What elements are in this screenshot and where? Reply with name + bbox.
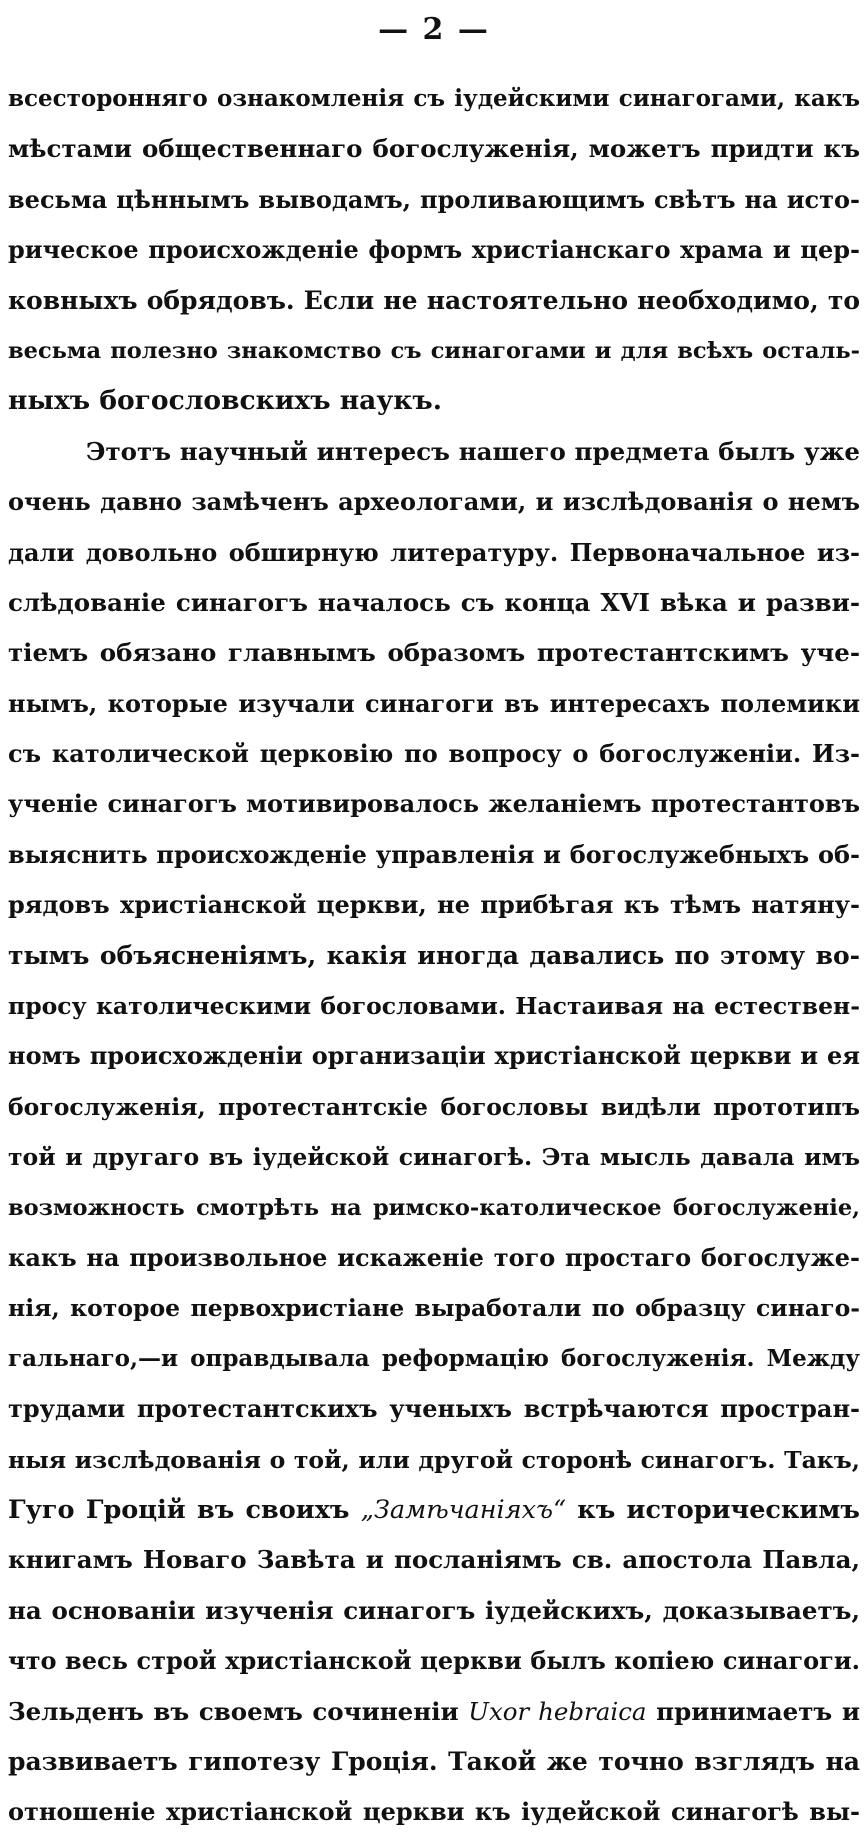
text-line-2: мѣстами общественнаго богослуженія, можетъ придти къ [8,134,860,164]
text-line-9: очень давно замѣченъ археологами, и изслѣдованія о немъ [8,487,860,517]
text-line-33 [8,1687,860,1737]
text-line-25: нія, которое первохристіане выработали по образцу синаго- [8,1294,860,1323]
text-line-34: развиваетъ гипотезу Гроція. Такой же точно взглядъ на [8,1746,860,1776]
text-line-24: какъ на произвольное искаженіе того простаго богослуже- [8,1242,860,1272]
text-line-1: всесторонняго ознакомленія съ іудейскими синагогами, какъ [8,85,860,112]
text-line-15: ученіе синагогъ мотивировалось желаніемъ протестантовъ [8,789,860,819]
text-line-8: Этотъ научный интересъ нашего предмета былъ уже [86,436,860,466]
text-line-10: дали довольно обширную литературу. Первоначальное из- [8,537,860,567]
text-line-7: ныхъ богословскихъ наукъ. [8,385,442,417]
text-line-18: тымъ объясненіямъ, какія иногда давались по этому во- [8,940,860,970]
italic-title: Uxor hebraica [468,1696,647,1726]
text-line-4: рическое происхожденіе формъ христіанскаго храма и цер- [8,235,860,265]
text-line-23: возможность смотрѣть на римско-католическое богослуженіе, [8,1194,860,1221]
text-line-31: на основаніи изученія синагогъ іудейскихъ, доказываетъ, [8,1595,860,1625]
text-segment: Гуго Гроцій въ своихъ [8,1494,350,1525]
text-line-11: слѣдованіе синагогъ началось съ конца XVI вѣка и разви- [8,587,860,617]
text-line-6: весьма полезно знакомство съ синагогами и для всѣхъ осталь- [8,337,860,364]
text-line-26: гальнаго,—и оправдывала реформацію богослуженія. Между [8,1344,860,1372]
text-line-12: тіемъ обязано главнымъ образомъ протестантскимъ уче- [8,638,860,668]
text-line-27: трудами протестантскихъ ученыхъ встрѣчаются простран- [8,1394,860,1424]
italic-title: „Замѣчаніяхъ“ [360,1494,567,1525]
text-line-22: той и другаго въ іудейской синагогѣ. Эта мысль давала имъ [8,1143,860,1172]
text-line-20: номъ происхожденіи организаціи христіанской церкви и ея [8,1041,860,1071]
text-line-14: съ католической церковію по вопросу о богослуженіи. Из- [8,739,860,769]
text-line-5: ковныхъ обрядовъ. Если не настоятельно необходимо, то [8,285,860,315]
text-line-13: нымъ, которые изучали синагоги въ интересахъ полемики [8,688,860,718]
text-line-17: рядовъ христіанской церкви, не прибѣгая къ тѣмъ натяну- [8,890,860,920]
text-line-30: книгамъ Новаго Завѣта и посланіямъ св. апостола Павла, [8,1545,860,1575]
text-line-35: отношеніе христіанской церкви къ іудейской синагогѣ вы- [8,1797,860,1827]
text-line-29 [8,1485,860,1535]
page-number: — 2 — [378,12,490,47]
text-line-32: что весь строй христіанской церкви былъ копіею синагоги. [8,1646,860,1676]
text-segment: Зельденъ въ своемъ сочиненіи [8,1696,459,1726]
text-segment: принимаетъ и [656,1696,860,1726]
body-text [8,74,860,1838]
text-line-28: ныя изслѣдованія о той, или другой сторонѣ синагогъ. Такъ, [8,1445,860,1474]
text-line-21: богослуженія, протестантскіе богословы видѣли прототипъ [8,1092,860,1121]
text-line-16: выяснить происхожденіе управленія и богослужебныхъ об- [8,839,860,869]
text-line-19: просу католическими богословами. Настаивая на естествен- [8,992,860,1021]
text-segment: къ историческимъ [577,1494,860,1525]
text-line-3: весьма цѣннымъ выводамъ, проливающимъ свѣтъ на исто- [8,184,860,214]
